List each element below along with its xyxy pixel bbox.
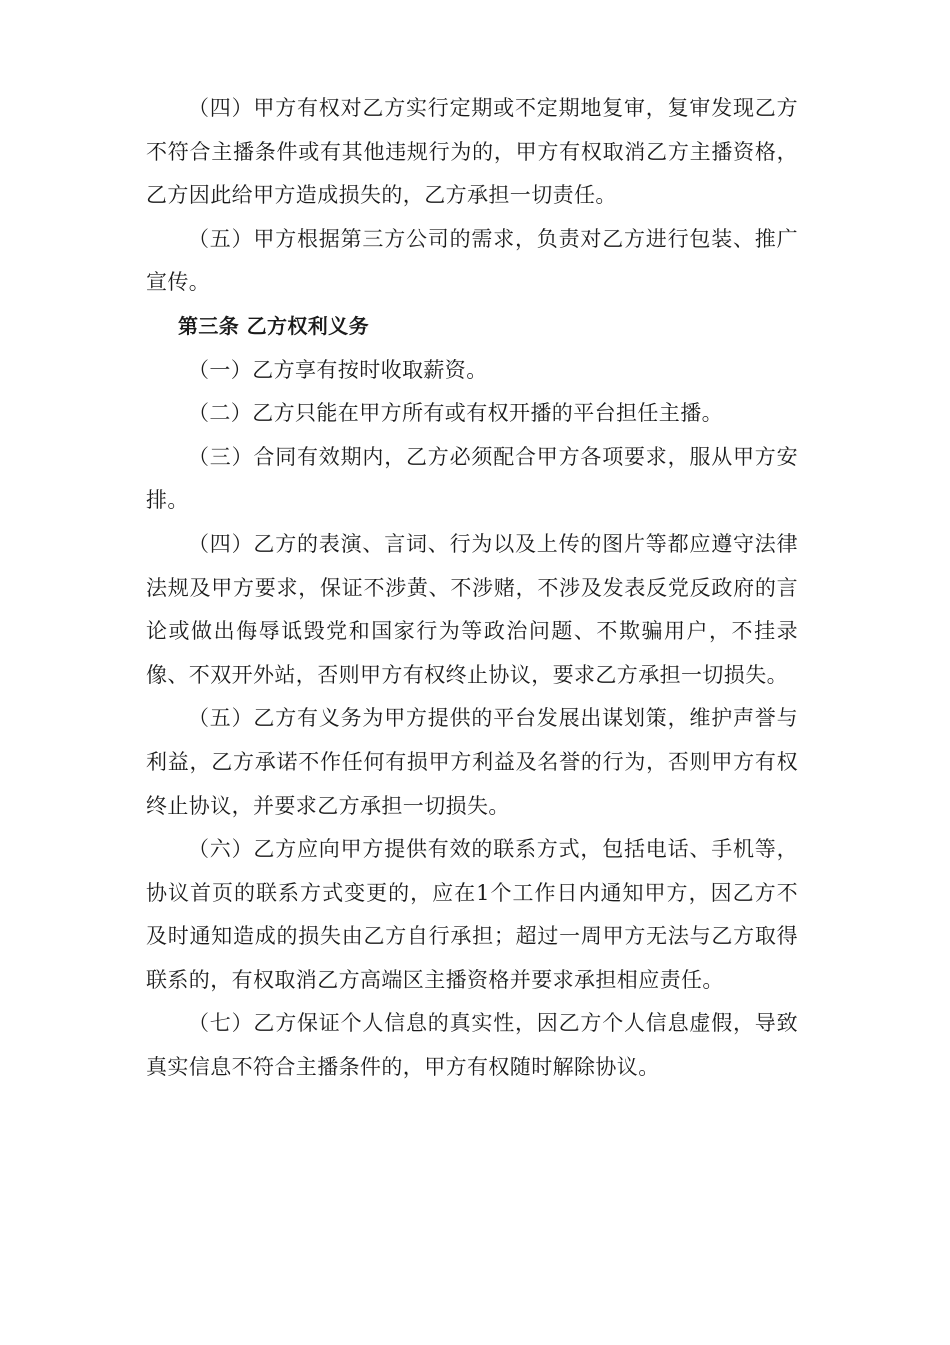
document-body: [146, 87, 798, 1090]
clause-paragraph: （一）乙方享有按时收取薪资。: [188, 357, 488, 382]
clause-paragraph: （五）甲方根据第三方公司的需求，负责对乙方进行包装、推广宣传。: [146, 226, 798, 295]
section-heading: 第三条 乙方权利义务: [178, 313, 369, 338]
clause-paragraph: （三）合同有效期内，乙方必须配合甲方各项要求，服从甲方安排。: [146, 444, 798, 513]
clause-paragraph: （五）乙方有义务为甲方提供的平台发展出谋划策，维护声誉与利益，乙方承诺不作任何有损甲方利益及名誉的行为，否则甲方有权终止协议，并要求乙方承担一切损失。: [146, 706, 798, 818]
clause-paragraph: （七）乙方保证个人信息的真实性，因乙方个人信息虚假，导致真实信息不符合主播条件的，甲方有权随时解除协议。: [146, 1011, 798, 1080]
clause-paragraph: （四）甲方有权对乙方实行定期或不定期地复审，复审发现乙方不符合主播条件或有其他违规行为的，甲方有权取消乙方主播资格，乙方因此给甲方造成损失的，乙方承担一切责任。: [146, 96, 798, 208]
clause-paragraph: （二）乙方只能在甲方所有或有权开播的平台担任主播。: [188, 401, 723, 426]
clause-paragraph: （四）乙方的表演、言词、行为以及上传的图片等都应遵守法律法规及甲方要求，保证不涉黄、不涉赌，不涉及发表反党反政府的言论或做出侮辱诋毁党和国家行为等政治问题、不欺骗用户，不挂录像、不双开外站，否则甲方有权终止协议，要求乙方承担一切损失。: [146, 531, 798, 687]
clause-paragraph: （六）乙方应向甲方提供有效的联系方式，包括电话、手机等，协议首页的联系方式变更的，应在1个工作日内通知甲方，因乙方不及时通知造成的损失由乙方自行承担；超过一周甲方无法与乙方取得联系的，有权取消乙方高端区主播资格并要求承担相应责任。: [146, 837, 798, 992]
